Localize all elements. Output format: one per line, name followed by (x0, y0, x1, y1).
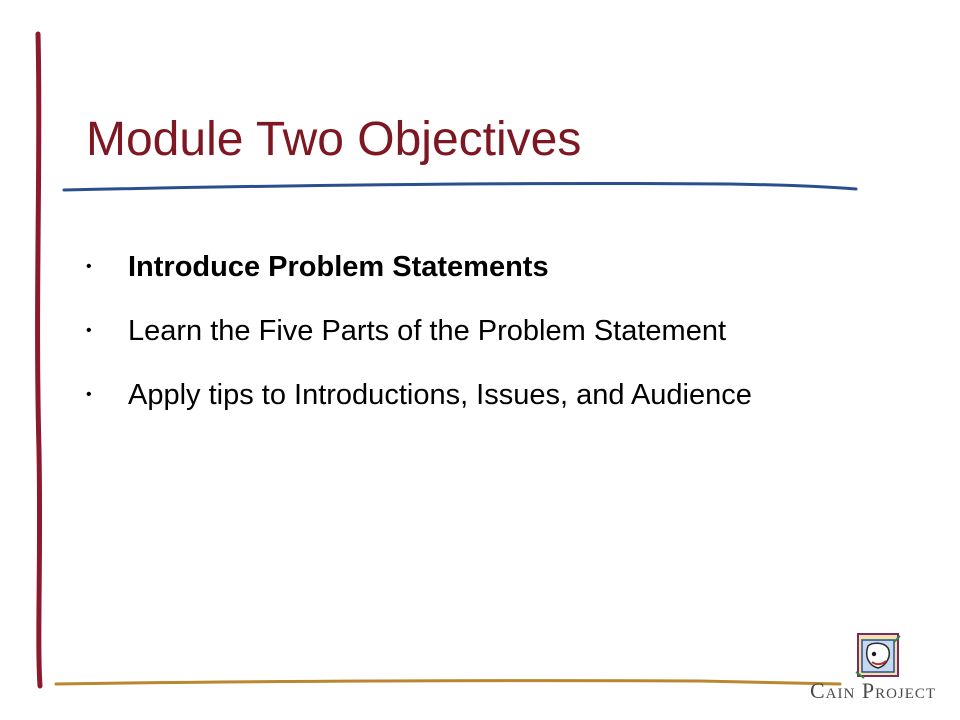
logo-text: Cain Project (810, 678, 937, 703)
bullet-list (86, 240, 846, 432)
bullet-item (86, 304, 846, 358)
slide-title: Module Two Objectives (86, 113, 582, 166)
bullet-dot: • (86, 322, 92, 339)
bullet-text: Apply tips to Introductions, Issues, and Audience (128, 379, 752, 411)
bullet-item (86, 240, 846, 294)
bullet-dot: • (86, 258, 92, 275)
bullet-text: Introduce Problem Statements (128, 251, 549, 283)
bullet-dot: • (86, 386, 92, 403)
bottom-rule (56, 681, 840, 684)
title-underline (64, 183, 856, 190)
left-rule (38, 34, 40, 686)
bullet-text: Learn the Five Parts of the Problem Statement (128, 315, 727, 347)
bullet-item (86, 368, 846, 422)
